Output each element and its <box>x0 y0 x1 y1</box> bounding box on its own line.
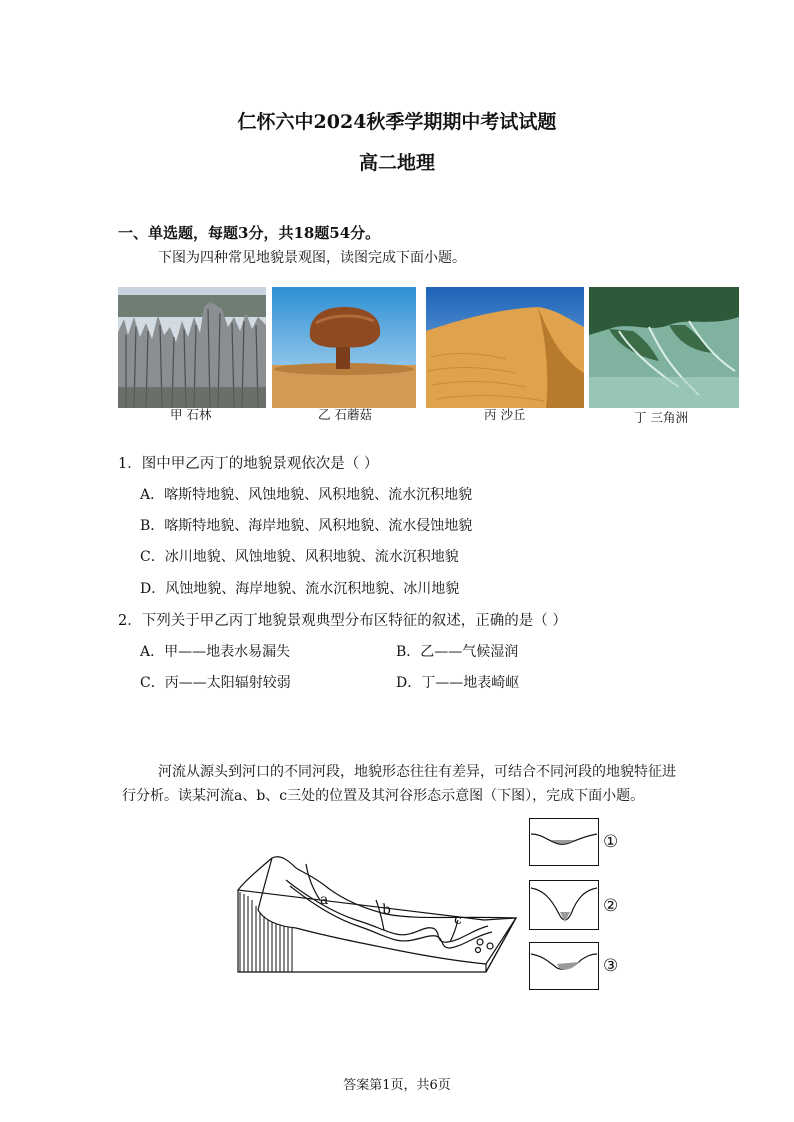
question-2-option-d[interactable]: D．丁——地表崎岖 <box>396 675 520 691</box>
photo-caption-3: 丙 沙丘 <box>484 407 526 422</box>
question-2-stem: 2．下列关于甲乙丙丁地貌景观典型分布区特征的叙述，正确的是（ ） <box>118 613 567 629</box>
section-marker-3: ③ <box>603 956 619 976</box>
sand-dune-photo <box>426 287 584 408</box>
section-marker-1: ① <box>603 832 619 852</box>
page-footer: 答案第1页，共6页 <box>343 1078 451 1093</box>
photo-caption-4: 丁 三角洲 <box>634 410 688 425</box>
diagram-label-b: b <box>382 902 391 918</box>
passage-text: 河流从源头到河口的不同河段，地貌形态往往有差异，可结合不同河段的地貌特征进行分析。读某河流a、b、c三处的位置及其河谷形态示意图（下图），完成下面小题。 <box>122 764 676 804</box>
delta-photo <box>589 287 739 408</box>
question-1-stem: 1．图中甲乙丙丁的地貌景观依次是（ ） <box>118 456 379 472</box>
question-2-option-a[interactable]: A．甲——地表水易漏失 <box>140 644 291 660</box>
page-subtitle: 高二地理 <box>358 152 435 174</box>
valley-section-2 <box>529 880 599 930</box>
question-1-option-c[interactable]: C．冰川地貌、风蚀地貌、风积地貌、流水沉积地貌 <box>140 549 459 565</box>
mushroom-rock-photo <box>272 287 416 408</box>
diagram-label-c: c <box>454 912 462 928</box>
question-2-option-c[interactable]: C．丙——太阳辐射较弱 <box>140 675 291 691</box>
question-1-option-d[interactable]: D．风蚀地貌、海岸地貌、流水沉积地貌、冰川地貌 <box>140 581 460 597</box>
page-title: 仁怀六中2024秋季学期期中考试试题 <box>237 111 557 133</box>
section-marker-2: ② <box>603 896 619 916</box>
question-1-option-b[interactable]: B．喀斯特地貌、海岸地貌、风积地貌、流水侵蚀地貌 <box>140 518 473 534</box>
photo-caption-2: 乙 石蘑菇 <box>318 407 372 422</box>
valley-section-3 <box>529 942 599 990</box>
diagram-label-a: a <box>320 892 329 908</box>
question-2-option-b[interactable]: B．乙——气候湿润 <box>396 644 519 660</box>
river-block-diagram <box>236 850 520 976</box>
stone-forest-photo <box>118 287 266 408</box>
valley-section-1 <box>529 818 599 866</box>
question-1-option-a[interactable]: A．喀斯特地貌、风蚀地貌、风积地貌、流水沉积地貌 <box>140 487 473 503</box>
section-intro: 下图为四种常见地貌景观图，读图完成下面小题。 <box>158 250 466 266</box>
photo-caption-1: 甲 石林 <box>170 407 212 422</box>
section-heading: 一、单选题，每题3分，共18题54分。 <box>118 224 381 242</box>
